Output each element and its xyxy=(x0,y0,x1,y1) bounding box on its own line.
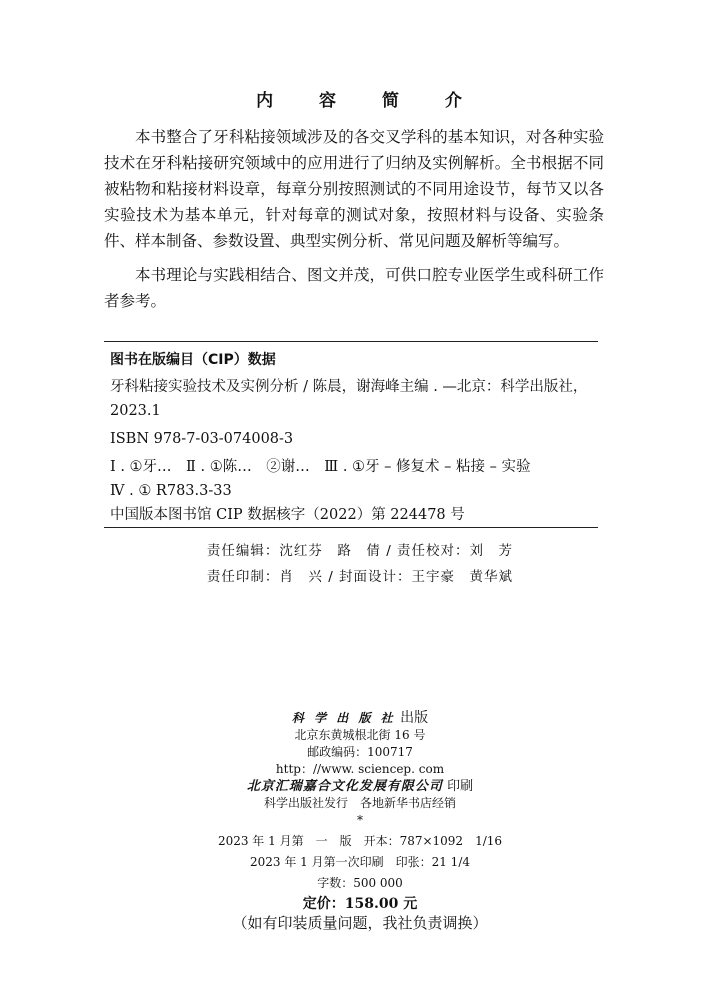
cip-entry: 牙科粘接实验技术及实例分析 / 陈晨，谢海峰主编 . —北京：科学出版社，2023.1 xyxy=(110,379,588,419)
printer-logo-text: 北京汇瑞嘉合文化发展有限公司 xyxy=(246,779,443,794)
credits-line-2: 责任印制：肖 兴 / 封面设计：王宇豪 黄华斌 xyxy=(206,569,514,585)
cip-isbn: ISBN 978-7-03-074008-3 xyxy=(110,431,294,447)
intro-paragraph-1: 本书整合了牙科粘接领域涉及的各交叉学科的基本知识，对各种实验技术在牙科粘接研究领域中的应用进行了归纳及实例解析。全书根据不同被粘物和粘接材料设章，每章分别按照测试的不同用途设节，每节又以各实验技术为基本单元，针对每章的测试对象，按照材料与设备、实验条件、样本制备、参数设置、典型实例分析、常见问题及解析等编写。 xyxy=(104,128,604,250)
intro-title: 内 容 简 介 xyxy=(256,91,482,111)
separator-star: * xyxy=(357,813,363,827)
cip-classification-2: Ⅳ . ① R783.3-33 xyxy=(110,483,232,499)
distribution-line: 科学出版社发行 各地新华书店经销 xyxy=(263,796,456,810)
quality-note: （如有印装质量问题，我社负责调换） xyxy=(232,914,488,932)
publisher-name xyxy=(0,710,720,727)
credits-line-1: 责任编辑：沈红芬 路 倩 / 责任校对：刘 芳 xyxy=(206,543,514,559)
cip-record: 中国版本图书馆 CIP 数据核字（2022）第 224478 号 xyxy=(110,507,465,523)
price: 定价：158.00 元 xyxy=(302,896,418,912)
publisher-address: 北京东黄城根北街 16 号 xyxy=(294,728,426,742)
intro-body xyxy=(104,124,604,322)
cip-bottom-rule xyxy=(104,527,598,528)
cip-top-rule xyxy=(104,341,598,342)
cip-heading: 图书在版编目（CIP）数据 xyxy=(110,352,276,368)
publisher-logo-text: 科 学 出 版 社 xyxy=(291,711,396,725)
printing-line: 2023 年 1 月第一次印刷 印张：21 1/4 xyxy=(249,855,470,869)
printer-name xyxy=(0,778,720,795)
publisher-block xyxy=(0,710,720,932)
publisher-name-suffix: 出版 xyxy=(395,710,429,726)
cip-classification-1: Ⅰ . ①牙… Ⅱ . ①陈… ②谢… Ⅲ . ①牙 – 修复术 – 粘接 – 实验 xyxy=(110,459,531,475)
printer-name-suffix: 印刷 xyxy=(442,779,474,794)
edition-line: 2023 年 1 月第 一 版 开本：787×1092 1/16 xyxy=(217,834,503,848)
publisher-website: http：//www. sciencep. com xyxy=(275,762,445,776)
publisher-postcode: 邮政编码：100717 xyxy=(307,745,413,759)
cip-block xyxy=(110,349,600,527)
intro-paragraph-2: 本书理论与实践相结合、图文并茂，可供口腔专业医学生或科研工作者参考。 xyxy=(104,266,604,310)
word-count: 字数：500 000 xyxy=(317,876,403,890)
